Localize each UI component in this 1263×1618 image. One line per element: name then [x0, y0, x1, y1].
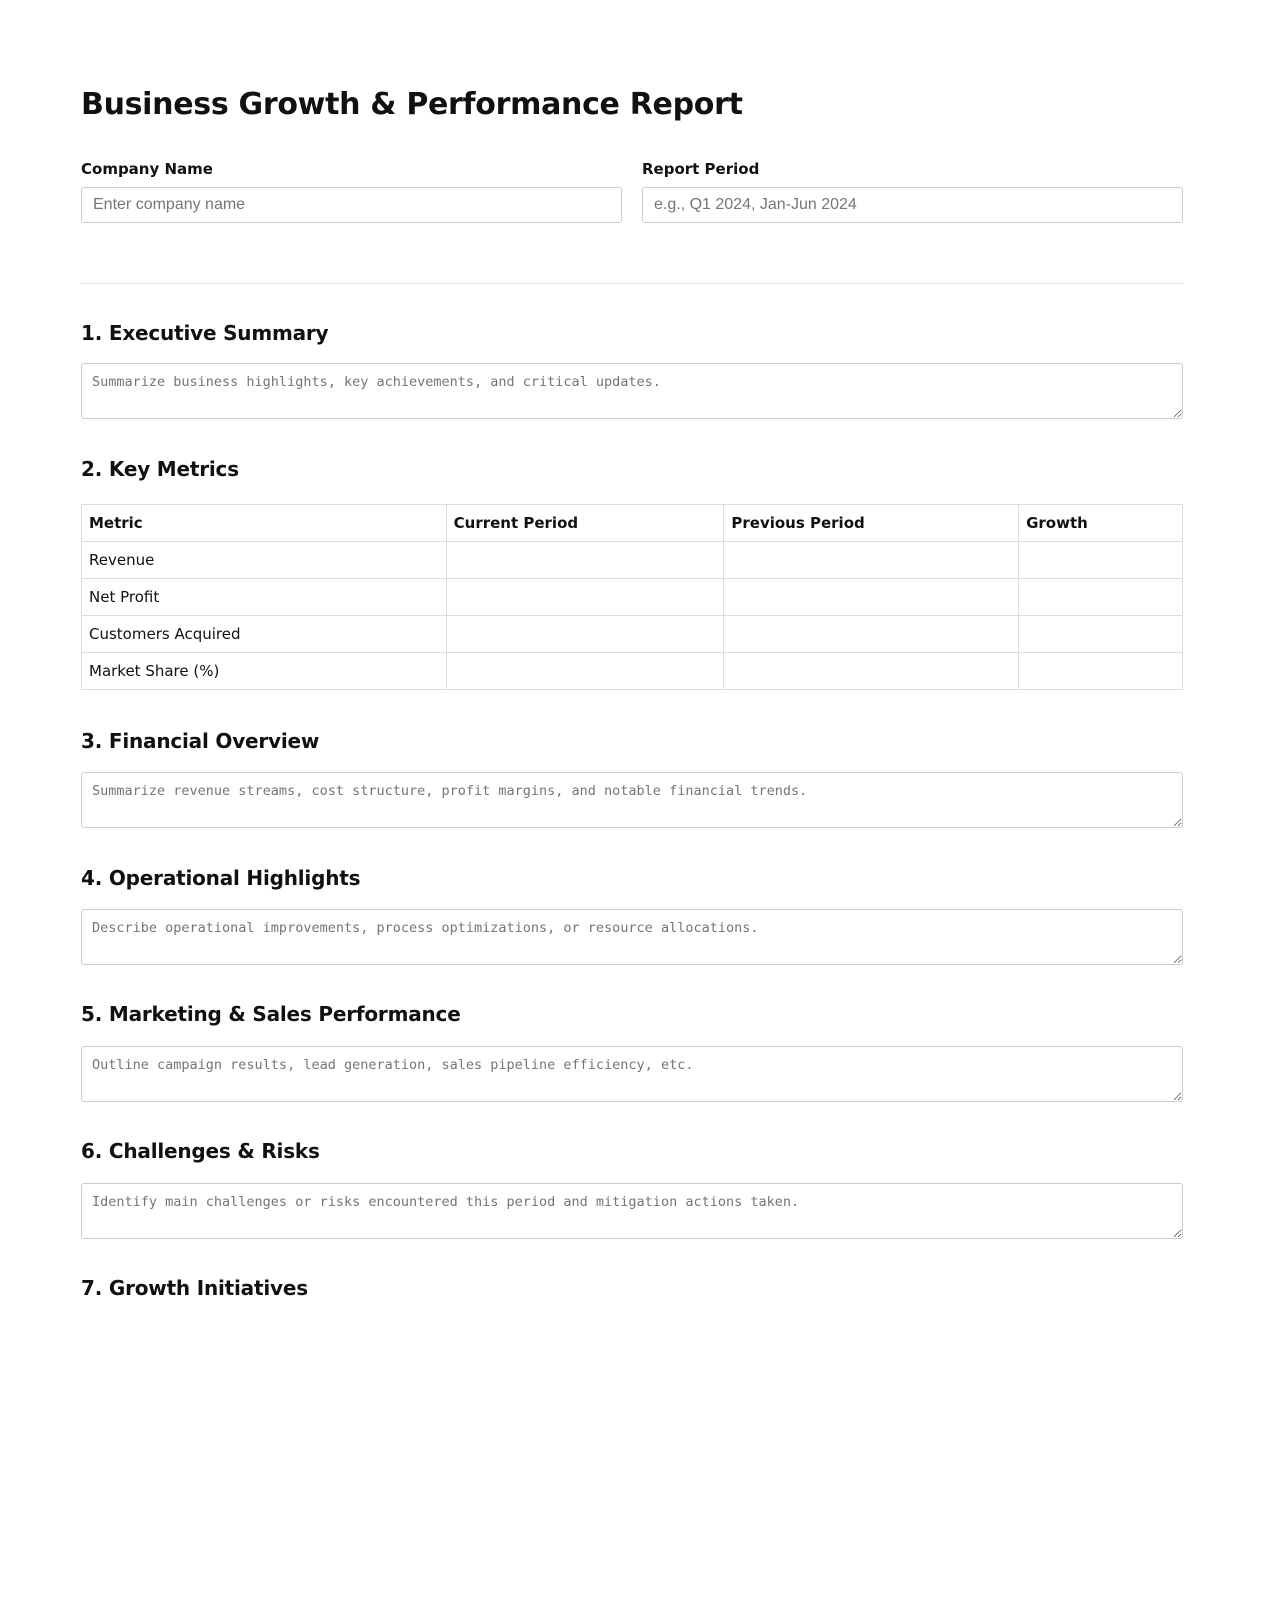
metric-label: Market Share (%) [82, 653, 447, 690]
current-period-cell[interactable] [446, 616, 724, 653]
financial-overview-textarea[interactable] [81, 772, 1183, 828]
growth-cell[interactable] [1019, 616, 1183, 653]
operational-highlights-heading: 4. Operational Highlights [81, 866, 361, 890]
metric-label: Net Profit [82, 579, 447, 616]
report-period-input[interactable] [642, 187, 1183, 223]
previous-period-cell[interactable] [724, 579, 1019, 616]
current-period-cell[interactable] [446, 579, 724, 616]
metric-label: Customers Acquired [82, 616, 447, 653]
executive-summary-heading: 1. Executive Summary [81, 321, 329, 345]
current-period-cell[interactable] [446, 542, 724, 579]
key-metrics-table [81, 504, 1183, 690]
operational-highlights-textarea[interactable] [81, 909, 1183, 965]
page-title: Business Growth & Performance Report [81, 87, 743, 122]
section-divider [81, 283, 1183, 284]
current-period-cell[interactable] [446, 653, 724, 690]
executive-summary-textarea[interactable] [81, 363, 1183, 419]
report-period-field-group [642, 160, 1183, 223]
column-header-current-period: Current Period [446, 505, 724, 542]
company-name-label: Company Name [81, 160, 213, 178]
marketing-sales-heading: 5. Marketing & Sales Performance [81, 1002, 461, 1026]
growth-cell[interactable] [1019, 542, 1183, 579]
key-metrics-heading: 2. Key Metrics [81, 457, 239, 481]
challenges-risks-heading: 6. Challenges & Risks [81, 1139, 320, 1163]
table-row [82, 579, 1183, 616]
company-name-input[interactable] [81, 187, 622, 223]
column-header-previous-period: Previous Period [724, 505, 1019, 542]
marketing-sales-textarea[interactable] [81, 1046, 1183, 1102]
growth-cell[interactable] [1019, 653, 1183, 690]
previous-period-cell[interactable] [724, 542, 1019, 579]
metric-label: Revenue [82, 542, 447, 579]
growth-cell[interactable] [1019, 579, 1183, 616]
challenges-risks-textarea[interactable] [81, 1183, 1183, 1239]
table-header-row [82, 505, 1183, 542]
company-name-field-group [81, 160, 622, 223]
growth-initiatives-heading: 7. Growth Initiatives [81, 1276, 308, 1300]
table-row [82, 653, 1183, 690]
column-header-metric: Metric [82, 505, 447, 542]
previous-period-cell[interactable] [724, 653, 1019, 690]
table-row [82, 616, 1183, 653]
header-fields [81, 160, 1183, 223]
previous-period-cell[interactable] [724, 616, 1019, 653]
report-period-label: Report Period [642, 160, 760, 178]
table-row [82, 542, 1183, 579]
column-header-growth: Growth [1019, 505, 1183, 542]
financial-overview-heading: 3. Financial Overview [81, 729, 320, 753]
